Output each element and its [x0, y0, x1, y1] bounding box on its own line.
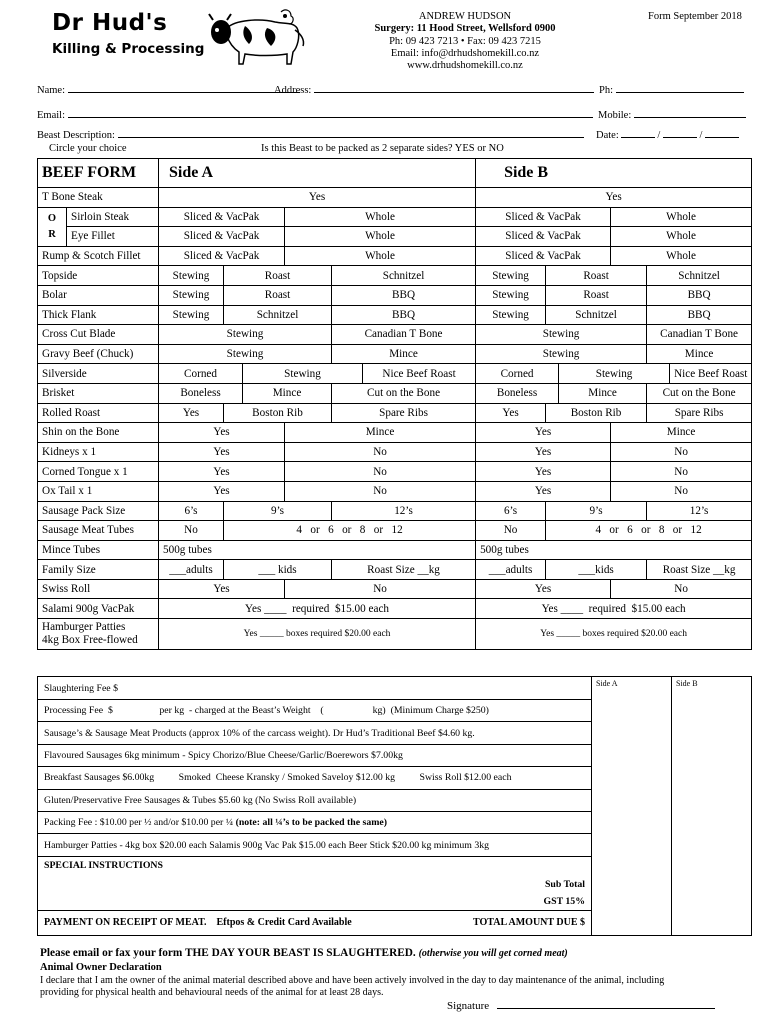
option-cell[interactable]: Mince	[611, 423, 752, 443]
option-cell[interactable]: Yes _____ boxes required $20.00 each	[476, 619, 752, 650]
option-cell[interactable]: Yes	[476, 442, 611, 462]
table-row	[38, 423, 752, 443]
option-cell[interactable]: Mince	[559, 383, 647, 403]
company-website: www.drhudshomekill.co.nz	[407, 60, 523, 72]
option-cell[interactable]: No	[611, 462, 752, 482]
option-cell[interactable]: Stewing	[159, 266, 224, 286]
logo-name: Dr Hud's	[52, 10, 168, 36]
cut-label: Brisket	[38, 383, 159, 403]
cut-label: Rump & Scotch Fillet	[38, 246, 159, 266]
special-instructions[interactable]: SPECIAL INSTRUCTIONS	[38, 856, 592, 876]
option-cell[interactable]: Stewing	[159, 285, 224, 305]
email-field[interactable]	[37, 108, 593, 121]
option-cell[interactable]: No	[285, 579, 476, 599]
patties-fee: Hamburger Patties - 4kg box $20.00 each Salamis 900g Vac Pak $15.00 each Beer Stick $20.00 kg minimum 3kg	[38, 834, 592, 856]
option-cell[interactable]: Yes	[159, 403, 224, 423]
option-cell[interactable]: BBQ	[332, 305, 476, 325]
cut-label: Thick Flank	[38, 305, 159, 325]
beast-description-field[interactable]	[37, 128, 584, 141]
packed-sides-question[interactable]: Is this Beast to be packed as 2 separate sides? YES or NO	[261, 143, 504, 154]
table-row	[38, 305, 752, 325]
name-field[interactable]	[37, 83, 300, 96]
option-cell[interactable]: Nice Beef Roast	[670, 364, 752, 384]
slaughter-fee: Slaughtering Fee $	[38, 677, 592, 700]
option-cell[interactable]: ___adults	[476, 560, 546, 580]
cut-label: Swiss Roll	[38, 579, 159, 599]
or-label: O R	[38, 207, 67, 246]
side-a-column[interactable]: Side A	[592, 677, 672, 936]
table-row	[38, 442, 752, 462]
option-cell[interactable]: Sliced & VacPak	[159, 207, 285, 227]
cut-label: Rolled Roast	[38, 403, 159, 423]
signature-field[interactable]	[447, 999, 715, 1012]
cut-label: Eye Fillet	[67, 227, 159, 247]
table-row	[38, 227, 752, 247]
option-cell[interactable]: Boston Rib	[546, 403, 647, 423]
option-cell[interactable]: Stewing	[476, 325, 647, 345]
payment-row	[38, 910, 592, 935]
breakfast-sausages-fee: Breakfast Sausages $6.00kg Smoked Cheese Kransky / Smoked Saveloy $12.00 kg Swiss Roll $12.00 each	[38, 767, 592, 789]
beef-form-table	[37, 158, 752, 650]
address-label: Address:	[274, 85, 312, 96]
option-cell[interactable]: No	[476, 521, 546, 541]
option-cell[interactable]: 500g tubes	[159, 540, 476, 560]
fee-row	[38, 677, 752, 700]
cut-label: Kidneys x 1	[38, 442, 159, 462]
option-cell[interactable]: No	[159, 521, 224, 541]
payment-note: PAYMENT ON RECEIPT OF MEAT. Eftpos & Credit Card Available	[44, 917, 352, 929]
option-cell[interactable]: Schnitzel	[647, 266, 752, 286]
option-cell[interactable]: Sliced & VacPak	[476, 246, 611, 266]
option-cell[interactable]: Whole	[611, 227, 752, 247]
packing-note: (note: all ¼’s to be packed the same)	[235, 817, 388, 829]
option-cell[interactable]: Yes	[159, 423, 285, 443]
option-cell[interactable]: 500g tubes	[476, 540, 752, 560]
option-cell[interactable]: Roast Size __kg	[332, 560, 476, 580]
company-email: Email: info@drhudshomekill.co.nz	[390, 47, 540, 59]
option-cell[interactable]: Sliced & VacPak	[476, 227, 611, 247]
table-row	[38, 501, 752, 521]
option-cell[interactable]: Stewing	[559, 364, 670, 384]
option-cell[interactable]: ___adults	[159, 560, 224, 580]
option-cell[interactable]: Roast	[546, 266, 647, 286]
option-cell[interactable]: Whole	[611, 246, 752, 266]
option-cell[interactable]: 9’s	[546, 501, 647, 521]
option-cell[interactable]: Canadian T Bone	[332, 325, 476, 345]
option-cell[interactable]: Yes	[159, 462, 285, 482]
option-cell[interactable]: Roast Size __kg	[647, 560, 752, 580]
option-cell[interactable]: BBQ	[647, 305, 752, 325]
option-cell[interactable]: Whole	[611, 207, 752, 227]
option-cell[interactable]: 9’s	[224, 501, 332, 521]
option-cell[interactable]: Mince	[285, 423, 476, 443]
option-cell[interactable]: Mince	[332, 344, 476, 364]
table-row	[38, 579, 752, 599]
address-field[interactable]	[274, 83, 594, 96]
option-cell[interactable]: No	[611, 442, 752, 462]
table-row	[38, 246, 752, 266]
beef-form-title: BEEF FORM	[38, 159, 159, 188]
beast-description-label: Beast Description:	[37, 130, 115, 141]
sub-total-label: Sub Total	[38, 876, 592, 893]
table-row	[38, 481, 752, 501]
table-row	[38, 266, 752, 286]
cow-logo-icon	[205, 8, 310, 68]
email-label: Email:	[37, 110, 65, 121]
table-row	[38, 521, 752, 541]
option-cell[interactable]: Whole	[285, 207, 476, 227]
table-row	[38, 619, 752, 650]
option-cell[interactable]: 6’s	[159, 501, 224, 521]
option-cell[interactable]: Spare Ribs	[647, 403, 752, 423]
option-cell[interactable]: Yes	[159, 481, 285, 501]
patties-label-line2: 4kg Box Free-flowed	[42, 634, 138, 647]
option-cell[interactable]: Whole	[285, 227, 476, 247]
option-cell[interactable]: Boston Rib	[224, 403, 332, 423]
option-cell[interactable]: Cut on the Bone	[332, 383, 476, 403]
option-cell[interactable]: No	[285, 462, 476, 482]
table-row	[38, 285, 752, 305]
option-cell[interactable]: Stewing	[159, 344, 332, 364]
option-cell[interactable]: Cut on the Bone	[647, 383, 752, 403]
table-row	[38, 325, 752, 345]
notice-main: Please email or fax your form THE DAY YOUR BEAST IS SLAUGHTERED.	[40, 947, 416, 959]
option-cell[interactable]: Schnitzel	[332, 266, 476, 286]
company-phone: Ph: 09 423 7213 • Fax: 09 423 7215	[389, 35, 541, 47]
declaration-line-2: providing for physical health and behavioural needs of the animal for at least 28 days.	[40, 987, 384, 998]
cut-label: Gravy Beef (Chuck)	[38, 344, 159, 364]
option-cell[interactable]: Yes	[159, 579, 285, 599]
cut-label: Sirloin Steak	[67, 207, 159, 227]
option-cell[interactable]: Yes	[476, 481, 611, 501]
total-due-label: TOTAL AMOUNT DUE $	[473, 917, 585, 929]
option-cell[interactable]: Mince	[243, 383, 332, 403]
option-cell[interactable]: Stewing	[159, 305, 224, 325]
option-cell[interactable]: Stewing	[159, 325, 332, 345]
option-cell[interactable]: No	[285, 442, 476, 462]
phone-field[interactable]	[599, 83, 744, 96]
phone-label: Ph:	[599, 85, 614, 96]
option-cell[interactable]: Yes _____ boxes required $20.00 each	[159, 619, 476, 650]
cut-label: Shin on the Bone	[38, 423, 159, 443]
option-cell[interactable]: Stewing	[476, 305, 546, 325]
option-cell[interactable]: BBQ	[647, 285, 752, 305]
packing-fee	[38, 811, 592, 833]
beef-header-row	[38, 159, 752, 188]
company-header	[330, 11, 600, 72]
table-row	[38, 188, 752, 208]
option-cell[interactable]: Yes	[476, 423, 611, 443]
fees-table	[37, 676, 752, 936]
cut-label: Bolar	[38, 285, 159, 305]
flavoured-sausages-fee: Flavoured Sausages 6kg minimum - Spicy Chorizo/Blue Cheese/Garlic/Boerewors $7.00kg	[38, 744, 592, 766]
notice-corned: (otherwise you will get corned meat)	[418, 948, 568, 959]
option-cell[interactable]: Yes ____ required $15.00 each	[476, 599, 752, 619]
option-cell[interactable]: BBQ	[332, 285, 476, 305]
table-row	[38, 403, 752, 423]
option-cell[interactable]: Schnitzel	[546, 305, 647, 325]
option-cell[interactable]: ___kids	[546, 560, 647, 580]
declaration-title: Animal Owner Declaration	[40, 962, 162, 973]
company-name: ANDREW HUDSON	[418, 11, 512, 22]
mobile-label: Mobile:	[598, 110, 632, 121]
gst-label: GST 15%	[38, 893, 592, 911]
patties-label-line1: Hamburger Patties	[42, 621, 126, 634]
gluten-free-fee: Gluten/Preservative Free Sausages & Tubes $5.60 kg (No Swiss Roll available)	[38, 789, 592, 811]
option-cell[interactable]: Corned	[159, 364, 243, 384]
cut-label: Mince Tubes	[38, 540, 159, 560]
table-row	[38, 462, 752, 482]
option-cell[interactable]: Mince	[647, 344, 752, 364]
option-cell[interactable]: Nice Beef Roast	[363, 364, 476, 384]
option-cell[interactable]: Yes	[476, 403, 546, 423]
table-row	[38, 540, 752, 560]
option-cell[interactable]: No	[285, 481, 476, 501]
option-cell[interactable]: Boneless	[159, 383, 243, 403]
processing-fee: Processing Fee $ per kg - charged at the Beast’s Weight ( kg) (Minimum Charge $250)	[38, 700, 592, 722]
date-label: Date:	[596, 130, 619, 141]
option-cell[interactable]: Corned	[476, 364, 559, 384]
option-cell[interactable]: Yes	[159, 188, 476, 208]
option-cell[interactable]: Whole	[285, 246, 476, 266]
option-cell[interactable]: Canadian T Bone	[647, 325, 752, 345]
cut-label: Sausage Pack Size	[38, 501, 159, 521]
option-cell[interactable]: Roast	[546, 285, 647, 305]
side-b-header: Side B	[476, 159, 752, 188]
name-label: Name:	[37, 85, 65, 96]
side-b-column[interactable]: Side B	[672, 677, 752, 936]
side-a-header: Side A	[159, 159, 476, 188]
date-field[interactable]: Date: / /	[596, 128, 739, 141]
sausage-products-fee: Sausage’s & Sausage Meat Products (approx 10% of the carcass weight). Dr Hud’s Traditional Beef $4.60 kg.	[38, 722, 592, 744]
circle-instruction: Circle your choice	[49, 143, 127, 154]
cut-label: Sausage Meat Tubes	[38, 521, 159, 541]
cut-label: Corned Tongue x 1	[38, 462, 159, 482]
company-address: Surgery: 11 Hood Street, Wellsford 0900	[374, 23, 556, 35]
cut-label: Silverside	[38, 364, 159, 384]
option-cell[interactable]: Sliced & VacPak	[159, 227, 285, 247]
cut-label	[38, 619, 159, 650]
option-cell[interactable]: Stewing	[243, 364, 363, 384]
packing-fee-text: Packing Fee : $10.00 per ½ and/or $10.00 per ¼	[44, 817, 234, 829]
option-cell[interactable]: 6’s	[476, 501, 546, 521]
option-cell[interactable]: Roast	[224, 266, 332, 286]
option-cell[interactable]: 4 or 6 or 8 or 12	[546, 521, 752, 541]
table-row	[38, 383, 752, 403]
option-cell[interactable]: Yes	[476, 462, 611, 482]
cut-label: Topside	[38, 266, 159, 286]
cut-label: Cross Cut Blade	[38, 325, 159, 345]
table-row	[38, 207, 752, 227]
table-row	[38, 560, 752, 580]
option-cell[interactable]: Roast	[224, 285, 332, 305]
cut-label: T Bone Steak	[38, 188, 159, 208]
table-row	[38, 344, 752, 364]
cut-label: Salami 900g VacPak	[38, 599, 159, 619]
option-cell[interactable]: 12’s	[647, 501, 752, 521]
option-cell[interactable]: Boneless	[476, 383, 559, 403]
option-cell[interactable]: Sliced & VacPak	[159, 246, 285, 266]
option-cell[interactable]: 12’s	[332, 501, 476, 521]
option-cell[interactable]: No	[611, 579, 752, 599]
form-date: Form September 2018	[648, 11, 742, 22]
option-cell[interactable]: Yes	[159, 442, 285, 462]
mobile-field[interactable]	[598, 108, 746, 121]
option-cell[interactable]: Yes	[476, 579, 611, 599]
signature-label: Signature	[447, 1000, 490, 1012]
option-cell[interactable]: Stewing	[476, 344, 647, 364]
option-cell[interactable]: Yes ____ required $15.00 each	[159, 599, 476, 619]
option-cell[interactable]: Yes	[476, 188, 752, 208]
option-cell[interactable]: Spare Ribs	[332, 403, 476, 423]
option-cell[interactable]: 4 or 6 or 8 or 12	[224, 521, 476, 541]
table-row	[38, 364, 752, 384]
declaration-line-1: I declare that I am the owner of the animal material described above and have been actively involved in the day to day maintenance of the animal, including	[40, 975, 665, 986]
table-row	[38, 599, 752, 619]
option-cell[interactable]: Schnitzel	[224, 305, 332, 325]
slaughter-notice	[40, 947, 568, 959]
option-cell[interactable]: Stewing	[476, 285, 546, 305]
option-cell[interactable]: ___ kids	[224, 560, 332, 580]
cut-label: Family Size	[38, 560, 159, 580]
cut-label: Ox Tail x 1	[38, 481, 159, 501]
option-cell[interactable]: Sliced & VacPak	[476, 207, 611, 227]
option-cell[interactable]: No	[611, 481, 752, 501]
option-cell[interactable]: Stewing	[476, 266, 546, 286]
logo-subtitle: Killing & Processing	[52, 41, 205, 57]
